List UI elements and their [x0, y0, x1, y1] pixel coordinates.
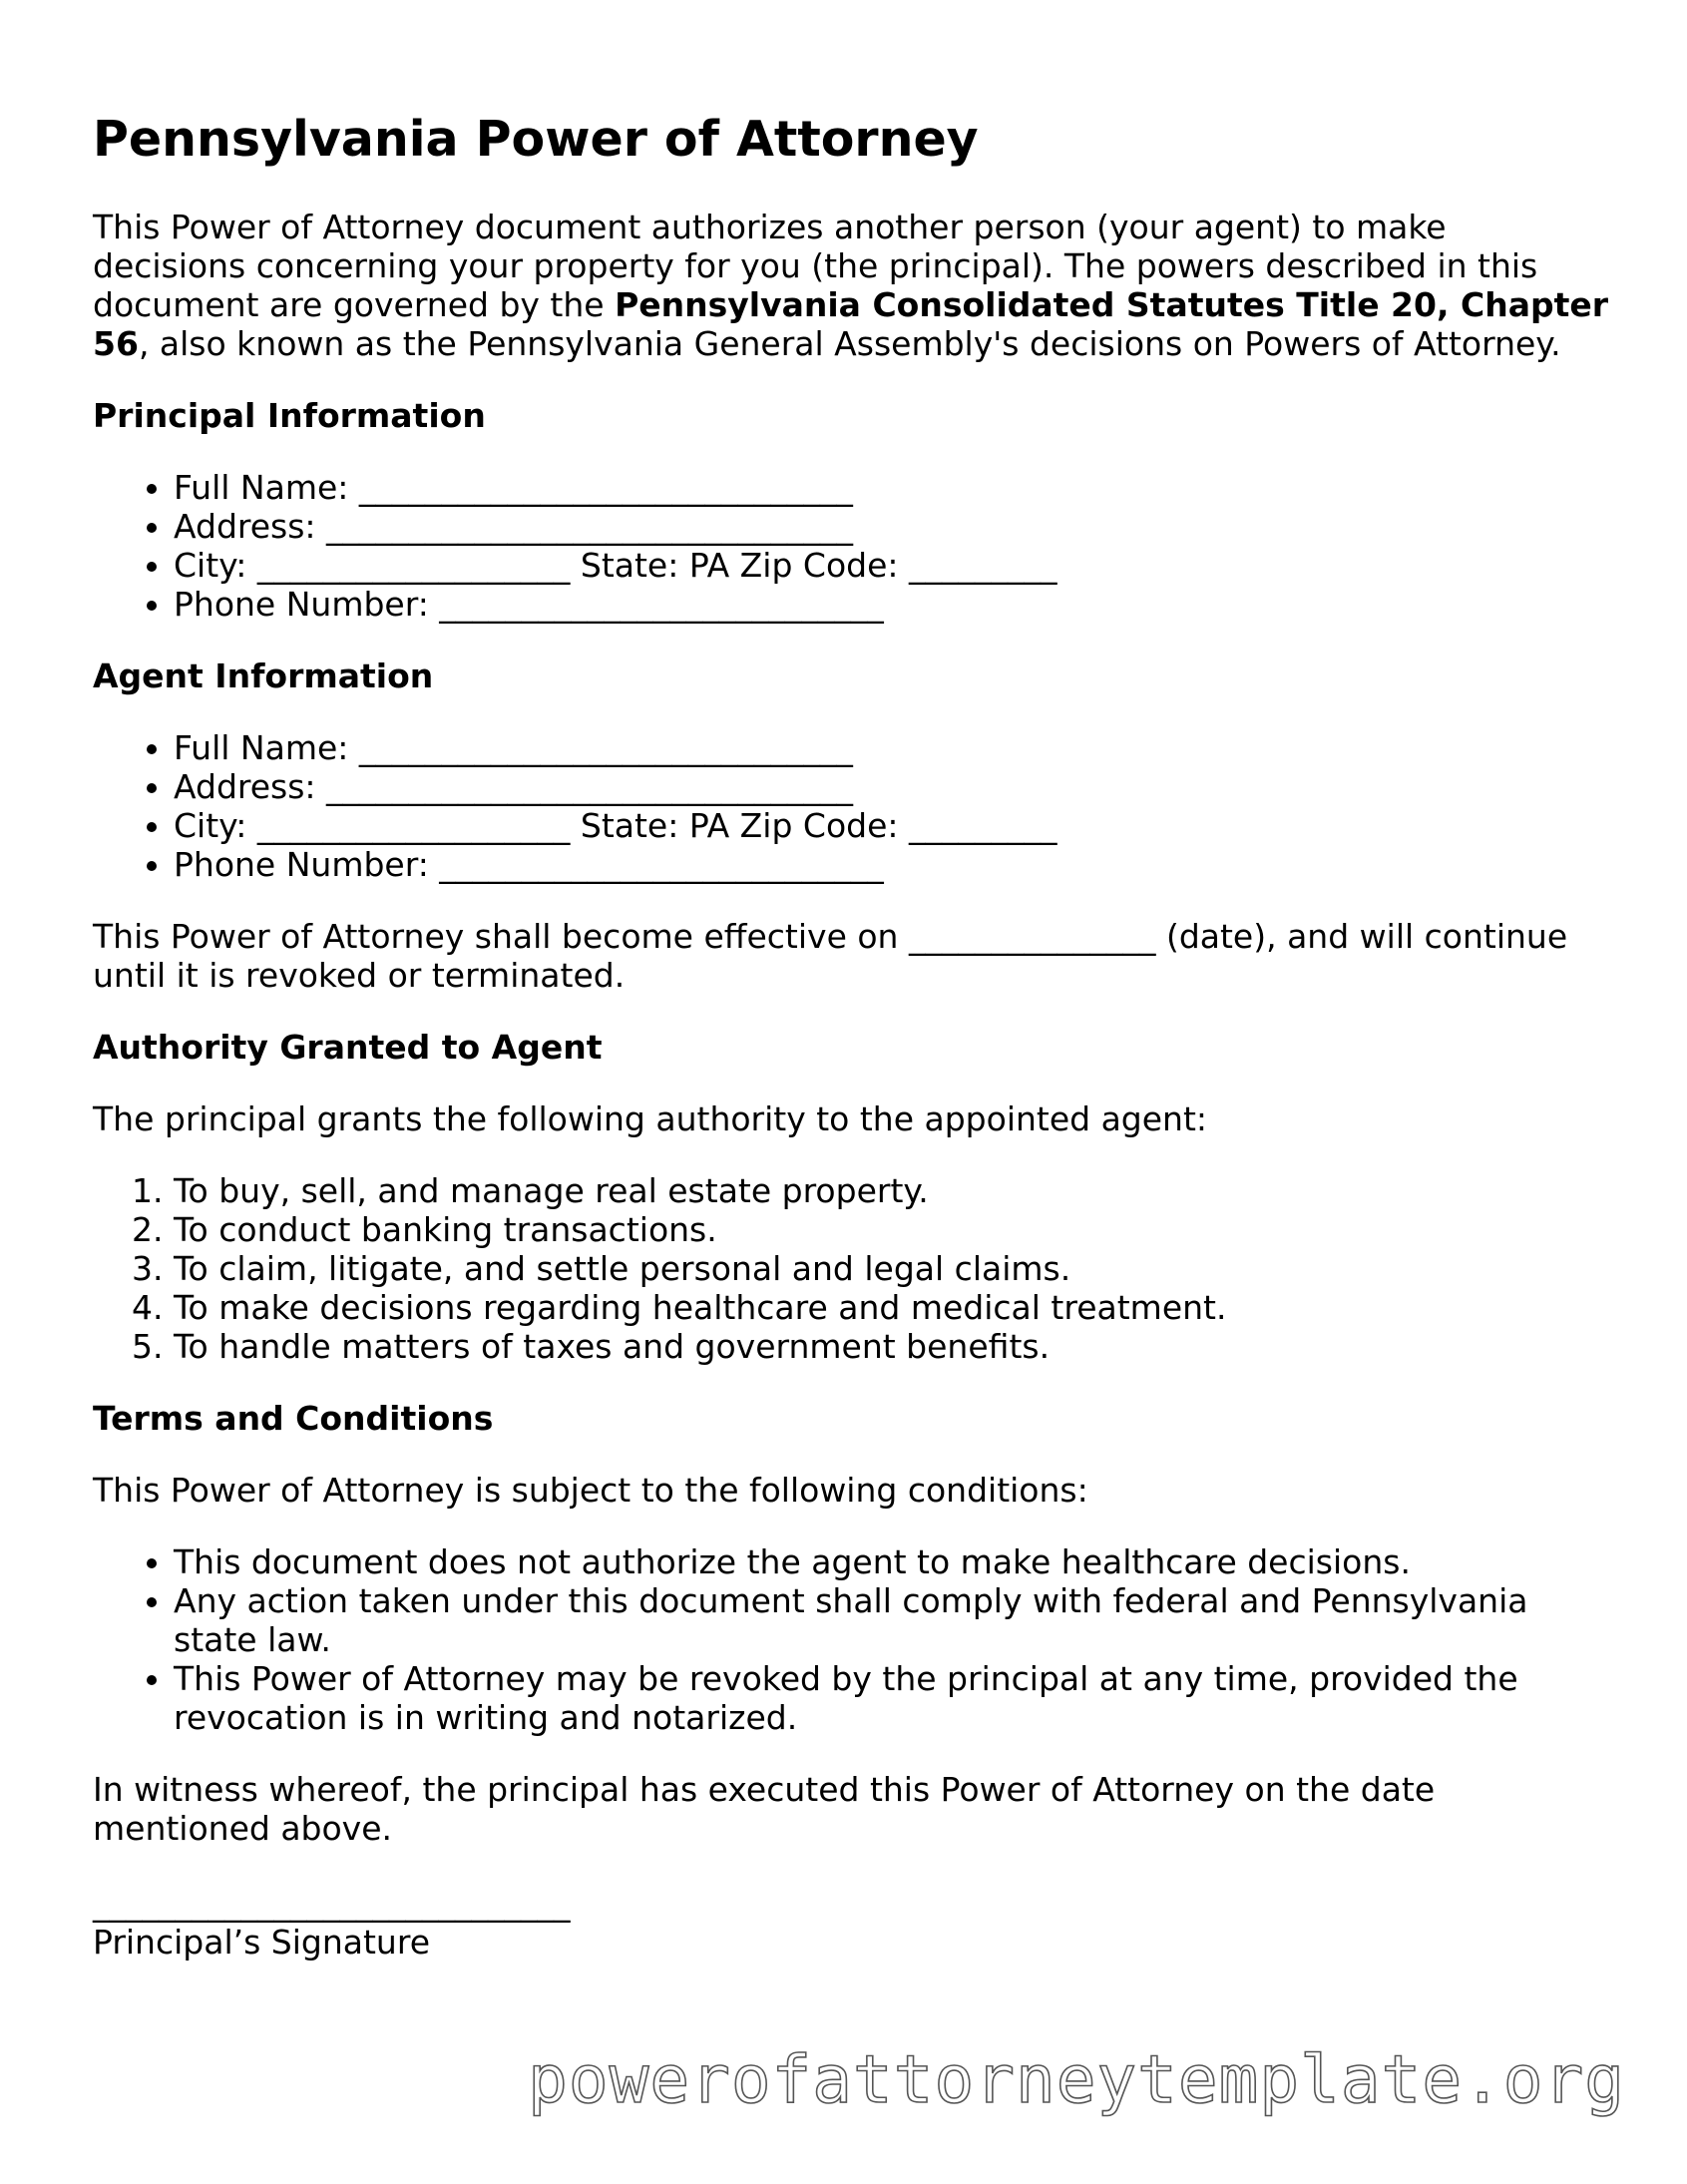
terms-item: • Any action taken under this document shall comply with federal and Pennsylvania state law. — [174, 1581, 1609, 1659]
principal-city-state-zip-field: • City: ___________________ State: PA Zip Code: _________ — [174, 546, 1609, 585]
authority-item: 1. To buy, sell, and manage real estate property. — [174, 1171, 1609, 1210]
intro-paragraph — [93, 208, 1609, 363]
authority-list — [93, 1171, 1609, 1366]
authority-item: 2. To conduct banking transactions. — [174, 1210, 1609, 1249]
agent-full-name-field: • Full Name: ______________________________ — [174, 728, 1609, 767]
agent-fields-list — [93, 728, 1609, 884]
intro-text-1: This Power of Attorney document authorizes another person (your agent) to make decisions concerning your property for you (the principal). The powers described in this document are governed by the — [93, 208, 1538, 324]
document — [93, 110, 1609, 1962]
agent-phone-field: • Phone Number: ___________________________ — [174, 845, 1609, 884]
principal-heading: Principal Information — [93, 396, 486, 435]
authority-intro: The principal grants the following authority to the appointed agent: — [93, 1099, 1208, 1138]
intro-statute-bold: Pennsylvania Consolidated Statutes Title 20, Chapter 56 — [93, 285, 1609, 363]
page-title: Pennsylvania Power of Attorney — [93, 111, 979, 168]
agent-address-field: • Address: ________________________________ — [174, 767, 1609, 806]
authority-item: 4. To make decisions regarding healthcare and medical treatment. — [174, 1288, 1609, 1327]
agent-city-state-zip-field: • City: ___________________ State: PA Zip Code: _________ — [174, 806, 1609, 845]
signature-label: Principal’s Signature — [93, 1923, 430, 1962]
authority-heading: Authority Granted to Agent — [93, 1028, 603, 1067]
terms-heading: Terms and Conditions — [93, 1399, 494, 1438]
watermark-text: powerofattorneytemplate.org — [528, 2041, 1625, 2118]
authority-item: 3. To claim, litigate, and settle personal and legal claims. — [174, 1249, 1609, 1288]
intro-text-2: , also known as the Pennsylvania General Assembly's decisions on Powers of Attorney. — [138, 324, 1561, 363]
agent-heading: Agent Information — [93, 656, 434, 695]
authority-item: 5. To handle matters of taxes and government benefits. — [174, 1327, 1609, 1366]
terms-item: • This document does not authorize the agent to make healthcare decisions. — [174, 1542, 1609, 1581]
principal-address-field: • Address: ________________________________ — [174, 507, 1609, 546]
signature-block — [93, 1884, 1609, 1962]
witness-paragraph: In witness whereof, the principal has executed this Power of Attorney on the date mentioned above. — [93, 1770, 1436, 1848]
terms-list — [93, 1542, 1609, 1737]
signature-line: _____________________________ — [93, 1884, 571, 1923]
terms-item: • This Power of Attorney may be revoked by the principal at any time, provided the revocation is in writing and notarized. — [174, 1659, 1609, 1737]
principal-fields-list — [93, 468, 1609, 624]
principal-phone-field: • Phone Number: ___________________________ — [174, 585, 1609, 624]
terms-intro: This Power of Attorney is subject to the following conditions: — [93, 1471, 1088, 1510]
principal-full-name-field: • Full Name: ______________________________ — [174, 468, 1609, 507]
effective-date-paragraph: This Power of Attorney shall become effective on _______________ (date), and will continue until it is revoked or terminated. — [93, 917, 1568, 995]
